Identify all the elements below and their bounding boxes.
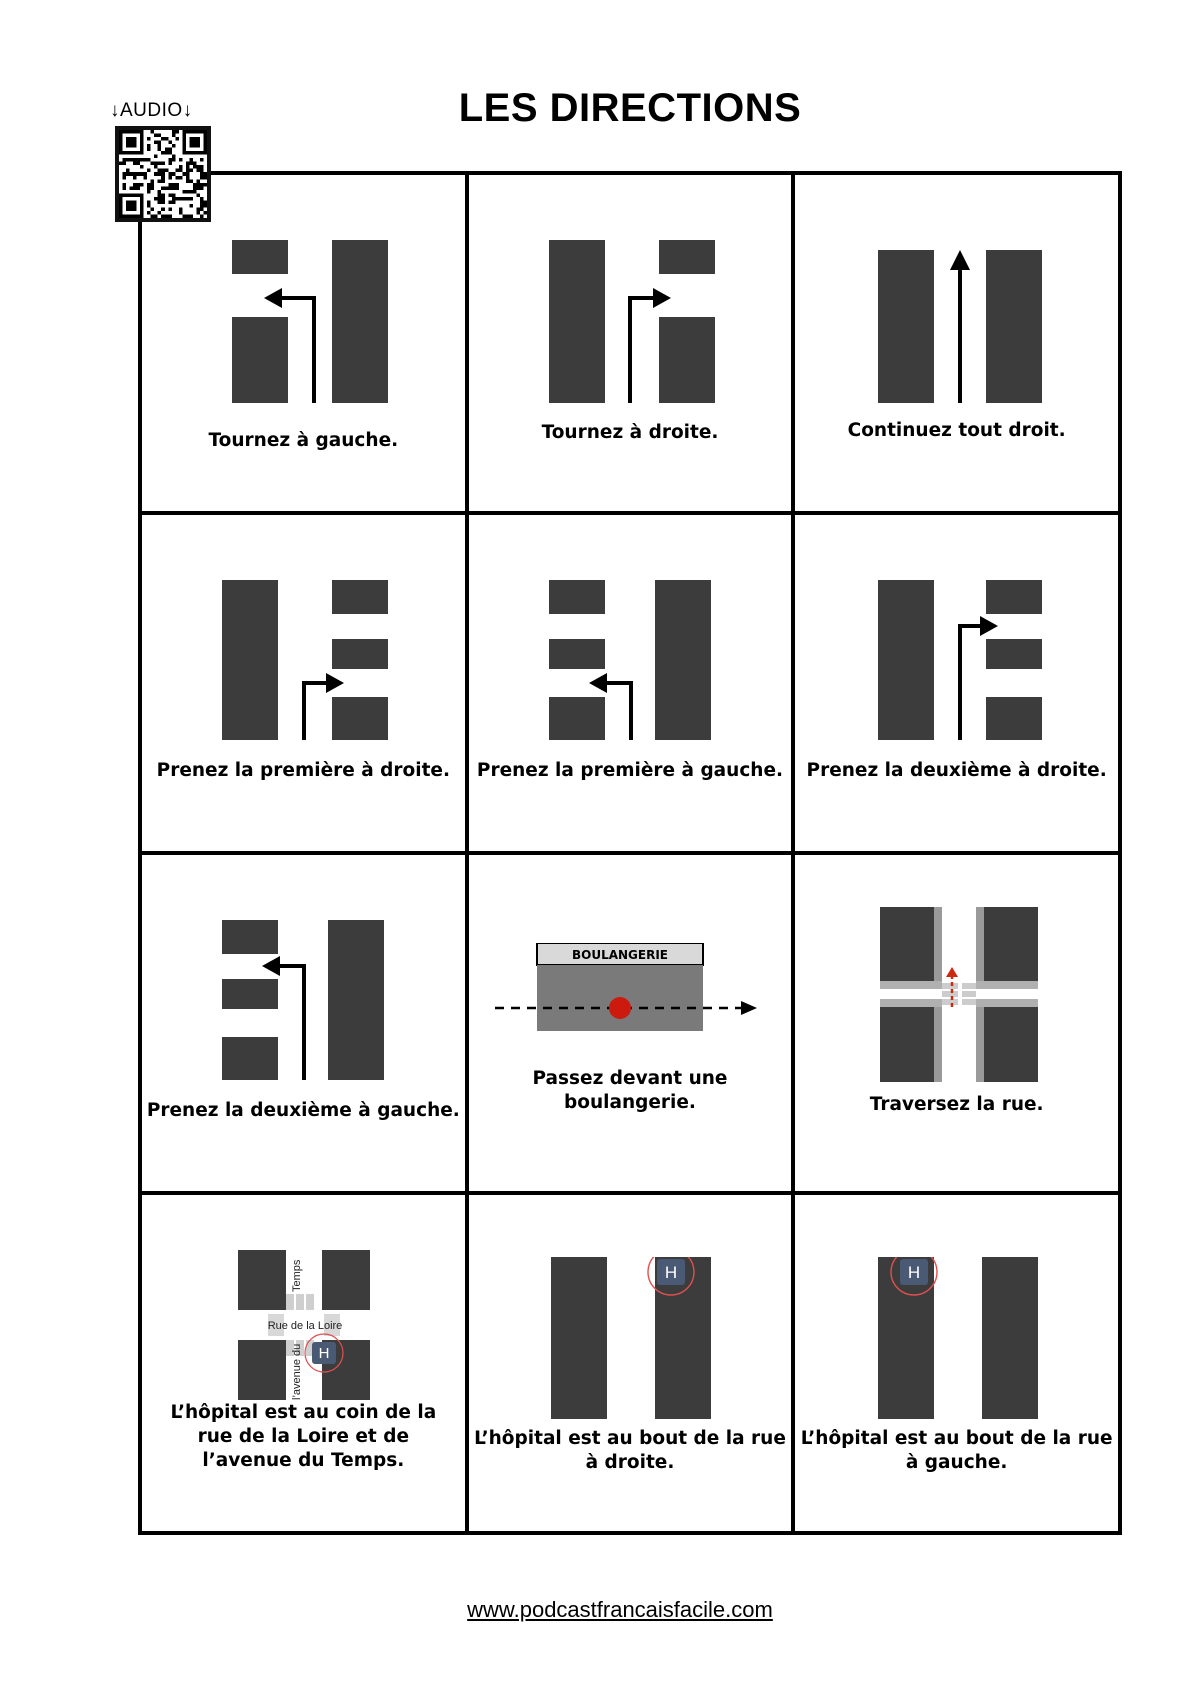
page-title: LES DIRECTIONS	[458, 86, 802, 130]
direction-caption: Prenez la première à gauche.	[476, 760, 784, 781]
direction-caption: Prenez la première à droite.	[156, 760, 451, 781]
direction-card	[140, 173, 467, 513]
second-right-diagram-icon	[872, 580, 1042, 745]
direction-card	[140, 853, 467, 1193]
street-label-horizontal: Rue de la Loire	[268, 1320, 343, 1332]
direction-card	[140, 1193, 467, 1533]
direction-caption: L’hôpital est au bout de la rue à droite.	[474, 1428, 786, 1473]
corner-map-diagram-icon	[228, 1250, 378, 1400]
street-label-vertical-top: Temps	[291, 1259, 304, 1292]
straight-ahead-diagram-icon	[872, 250, 1042, 410]
hospital-marker: H	[664, 1263, 678, 1282]
direction-card	[140, 513, 467, 853]
direction-card	[793, 513, 1120, 853]
direction-caption: Prenez la deuxième à gauche.	[146, 1100, 460, 1121]
direction-caption: Tournez à gauche.	[208, 430, 399, 451]
directions-grid	[138, 171, 1122, 1535]
direction-card	[467, 853, 794, 1193]
turn-left-diagram-icon	[218, 240, 388, 410]
crosswalk-diagram-icon	[872, 907, 1042, 1082]
end-right-diagram-icon	[545, 1257, 715, 1422]
direction-caption: Passez devant une boulangerie.	[532, 1068, 728, 1113]
direction-caption: L’hôpital est au bout de la rue à gauche.	[800, 1428, 1113, 1473]
turn-right-diagram-icon	[545, 240, 715, 410]
direction-card	[793, 853, 1120, 1193]
audio-label: ↓AUDIO↓	[110, 100, 193, 121]
bakery-sign: BOULANGERIE	[571, 948, 668, 962]
first-left-diagram-icon	[545, 580, 715, 745]
direction-caption: Tournez à droite.	[541, 422, 719, 443]
bakery-diagram-icon	[495, 943, 765, 1053]
direction-card	[793, 173, 1120, 513]
direction-card	[467, 513, 794, 853]
direction-card	[467, 173, 794, 513]
direction-card	[467, 1193, 794, 1533]
qr-code-icon[interactable]	[115, 126, 211, 222]
direction-caption: Traversez la rue.	[869, 1094, 1044, 1115]
second-left-diagram-icon	[218, 920, 388, 1085]
website-link[interactable]: www.podcastfrancaisfacile.com	[467, 1597, 773, 1622]
direction-card	[793, 1193, 1120, 1533]
direction-caption: Continuez tout droit.	[847, 420, 1066, 441]
direction-caption: Prenez la deuxième à droite.	[806, 760, 1107, 781]
direction-caption: L’hôpital est au coin de la rue de la Loire et de l’avenue du Temps.	[170, 1402, 437, 1471]
hospital-marker: H	[318, 1345, 330, 1362]
first-right-diagram-icon	[218, 580, 388, 745]
end-left-diagram-icon	[872, 1257, 1042, 1422]
hospital-marker: H	[907, 1263, 920, 1282]
street-label-vertical-bottom: l’avenue du	[291, 1343, 304, 1400]
